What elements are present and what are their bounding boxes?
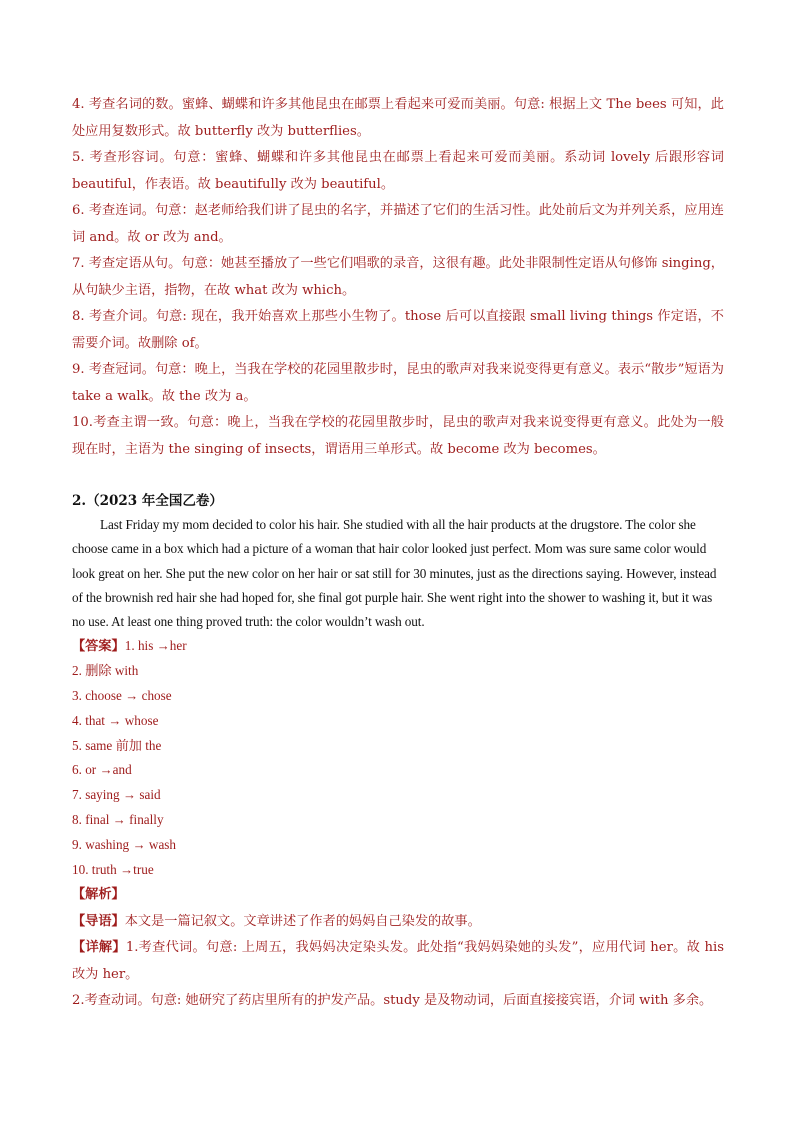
answer-item-3: 3. choose → chose xyxy=(72,688,172,704)
detail-text: 1.考查代词。句意: 上周五，我妈妈决定染头发。此处指“我妈妈染她的头发”，应用代词 her。故 his 改为 her。 xyxy=(72,940,724,982)
explanation-4: 4. 考查名词的数。蜜蜂、蝴蝶和许多其他昆虫在邮票上看起来可爱而美丽。句意: 根据上文 The bees 可知，此处应用复数形式。故 butterfly 改为 butterflies。 xyxy=(72,97,724,139)
question-passage: Last Friday my mom decided to color his hair. She studied with all the hair products at the drugstore. The color she choose came in a box which had a picture of a woman that hair color looked just perfect. Mom was sure same color would look great on her. She put the new color on her hair or sat still for 30 minutes, just as the directions saying. However, instead of the brownish red hair she had hoped for, she final got purple hair. She went right into the shower to washing it, but it was no use. At least one thing proved truth: the color wouldn’t wash out. xyxy=(72,517,717,630)
previous-question-explanations xyxy=(72,92,724,463)
explanation-7: 7. 考查定语从句。句意：她甚至播放了一些它们唱歌的录音，这很有趣。此处非限制性定语从句修饰 singing，从句缺少主语，指物，在故 what 改为 which。 xyxy=(72,256,724,298)
answer-section xyxy=(72,634,724,1014)
answer-item-5: 5. same 前加 the xyxy=(72,737,162,753)
answer-item-2: 2. 删除 with xyxy=(72,663,139,679)
answer-item-10: 10. truth →true xyxy=(72,861,154,877)
answer-item-6: 6. or →and xyxy=(72,762,132,778)
answer-item-1: 1. his →her xyxy=(124,638,187,654)
detail-label: 【详解】 xyxy=(72,940,126,956)
answer-item-8: 8. final → finally xyxy=(72,812,164,828)
answer-item-4: 4. that → whose xyxy=(72,712,159,728)
answer-item-7: 7. saying → said xyxy=(72,787,161,803)
guide-text: 本文是一篇记叙文。文章讲述了作者的妈妈自己染发的故事。 xyxy=(124,913,481,929)
explanation-5: 5. 考查形容词。句意：蜜蜂、蝴蝶和许多其他昆虫在邮票上看起来可爱而美丽。系动词 lovely 后跟形容词 beautiful，作表语。故 beautifully 改为 beautiful。 xyxy=(72,150,724,192)
analysis-label: 【解析】 xyxy=(72,887,125,903)
answer-label: 【答案】 xyxy=(72,638,125,654)
question-heading: 2.（2023 年全国乙卷） xyxy=(72,493,223,509)
explanation-8: 8. 考查介词。句意: 现在，我开始喜欢上那些小生物了。those 后可以直接跟 small living things 作定语，不需要介词。故删除 of。 xyxy=(72,309,724,351)
explanation-9: 9. 考查冠词。句意：晚上，当我在学校的花园里散步时，昆虫的歌声对我来说变得更有意义。表示“散步”短语为 take a walk。故 the 改为 a。 xyxy=(72,362,724,404)
detail-2-text: 2.考查动词。句意: 她研究了药店里所有的护发产品。study 是及物动词，后面直接接宾语，介词 with 多余。 xyxy=(72,993,713,1009)
explanation-6: 6. 考查连词。句意：赵老师给我们讲了昆虫的名字，并描述了它们的生活习性。此处前后文为并列关系，应用连词 and。故 or 改为 and。 xyxy=(72,203,724,245)
explanation-10: 10.考查主谓一致。句意：晚上，当我在学校的花园里散步时，昆虫的歌声对我来说变得更有意义。此处为一般现在时，主语为 the singing of insects，谓语用三单形式。故 become 改为 becomes。 xyxy=(72,415,724,457)
answer-item-9: 9. washing → wash xyxy=(72,836,177,852)
document-page xyxy=(72,92,724,1015)
guide-label: 【导语】 xyxy=(72,913,125,929)
